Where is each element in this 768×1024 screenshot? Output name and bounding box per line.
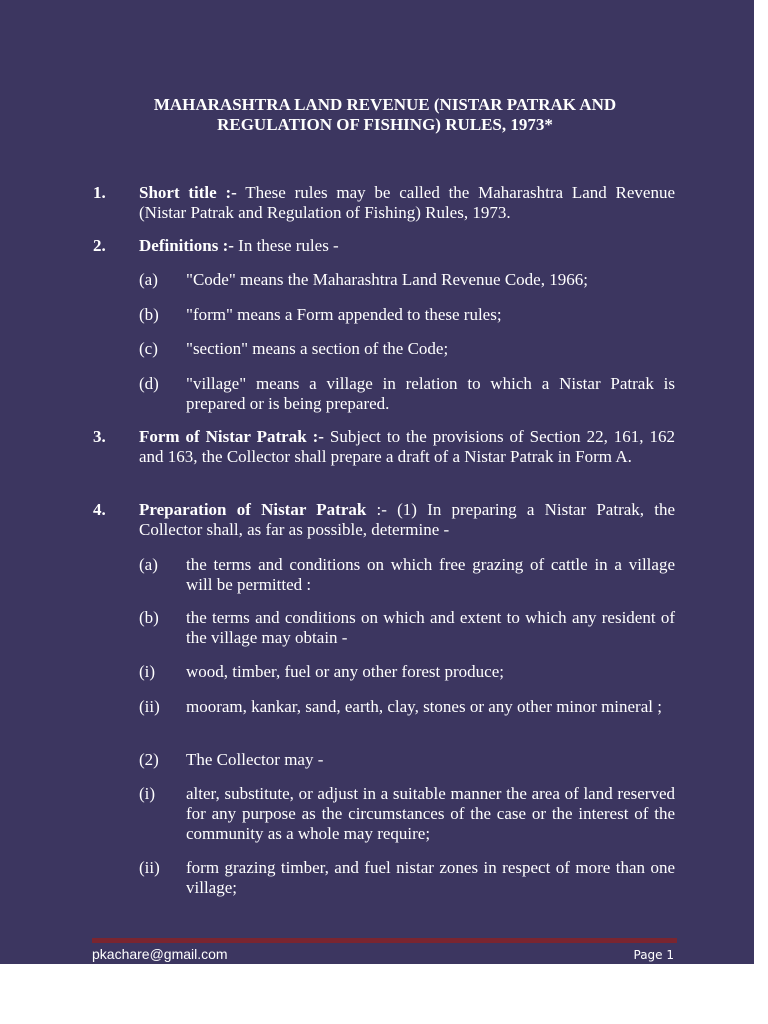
item-text: "Code" means the Maharashtra Land Revenue Code, 1966; (186, 270, 588, 289)
rule-3 (93, 427, 675, 467)
rule-heading: Form of Nistar Patrak :- (139, 427, 324, 446)
item-label: (a) (139, 270, 158, 289)
item-label: (c) (139, 339, 158, 358)
rule-heading: Preparation of Nistar Patrak (139, 500, 367, 519)
definition-item (139, 339, 675, 359)
definition-item (139, 305, 675, 325)
rule-text: Subject to the provisions of Section 22, 161, 162 and 163, the Collector shall prepare a draft of a Nistar Patrak in Form A. (139, 427, 675, 466)
item-label: (ii) (139, 697, 160, 716)
footer-email: pkachare@gmail.com (92, 946, 228, 962)
item-label: (ii) (139, 858, 160, 877)
definition-item (139, 374, 675, 414)
item-label: (i) (139, 784, 156, 803)
rule-4-item (139, 750, 675, 770)
rule-number: 1. (93, 183, 106, 202)
rule-text: :- (1) In preparing a Nistar Patrak, the Collector shall, as far as possible, determine - (139, 500, 676, 539)
rule-4-item (139, 697, 675, 717)
rule-2 (93, 236, 675, 256)
rule-4-item (139, 662, 675, 682)
item-text: The Collector may - (186, 750, 324, 769)
title-line-1: MAHARASHTRA LAND REVENUE (NISTAR PATRAK AND (153, 95, 617, 114)
rule-number: 4. (93, 500, 106, 519)
item-label: (d) (139, 374, 159, 393)
rule-4-item (139, 858, 675, 898)
rule-text: In these rules - (233, 236, 339, 255)
item-text: form grazing timber, and fuel nistar zones in respect of more than one village; (186, 858, 675, 897)
item-text: mooram, kankar, sand, earth, clay, stones or any other minor mineral ; (186, 697, 662, 716)
rule-text: These rules may be called the Maharashtra Land Revenue (Nistar Patrak and Regulation of Fishing) Rules, 1973. (139, 183, 675, 222)
item-label: (i) (139, 662, 156, 681)
rule-4 (93, 500, 675, 540)
footer-divider (92, 938, 677, 943)
item-label: (b) (139, 305, 159, 324)
rule-4-item (139, 608, 675, 648)
rule-number: 2. (93, 236, 106, 255)
item-text: "section" means a section of the Code; (186, 339, 449, 358)
rule-number: 3. (93, 427, 106, 446)
rule-4-item (139, 784, 675, 844)
item-label: (b) (139, 608, 159, 627)
document-title (95, 95, 675, 134)
rule-4-item (139, 555, 675, 595)
item-label: (a) (139, 555, 158, 574)
rule-heading: Short title :- (139, 183, 237, 202)
item-text: alter, substitute, or adjust in a suitable manner the area of land reserved for any purpose as the circumstances of the case or the interest of the community as a whole may require; (186, 784, 675, 843)
page-number: Page 1 (633, 948, 674, 962)
item-text: "village" means a village in relation to which a Nistar Patrak is prepared or is being prepared. (186, 374, 675, 413)
rule-heading: Definitions :- (139, 236, 234, 255)
item-text: the terms and conditions on which free grazing of cattle in a village will be permitted : (186, 555, 675, 594)
item-text: "form" means a Form appended to these rules; (186, 305, 502, 324)
item-text: wood, timber, fuel or any other forest produce; (186, 662, 504, 681)
item-text: the terms and conditions on which and extent to which any resident of the village may obtain - (186, 608, 675, 647)
item-label: (2) (139, 750, 159, 769)
rule-1 (93, 183, 675, 223)
definition-item (139, 270, 675, 290)
title-line-2: REGULATION OF FISHING) RULES, 1973* (217, 114, 553, 134)
